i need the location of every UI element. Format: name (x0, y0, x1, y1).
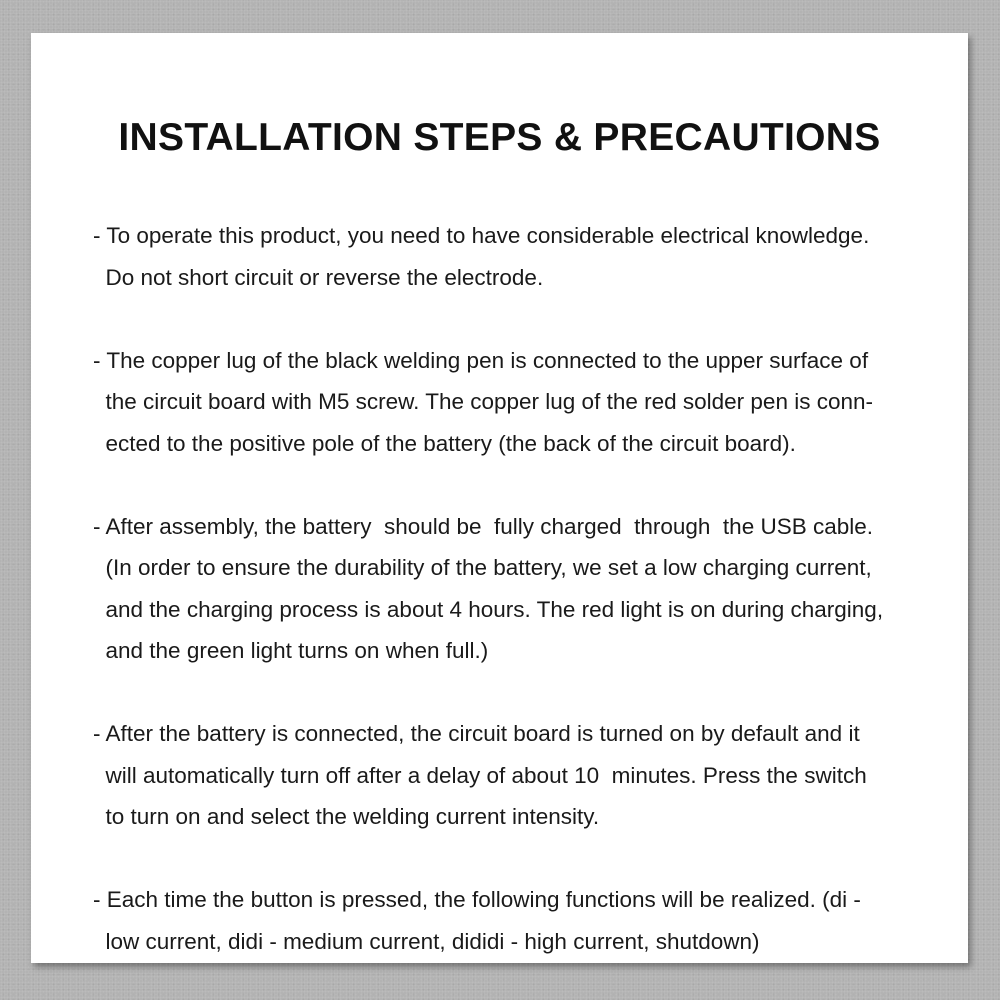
paragraph-line: - After assembly, the battery should be fully charged through the USB cable. (93, 513, 874, 539)
paragraph-line: and the charging process is about 4 hours. The red light is on during charging, (93, 596, 884, 622)
paragraph-line: to turn on and select the welding current intensity. (93, 804, 600, 829)
page-title: INSTALLATION STEPS & PRECAUTIONS (118, 116, 881, 159)
paragraph-spacer (93, 838, 983, 880)
paragraph-line: (In order to ensure the durability of the battery, we set a low charging current, (93, 555, 872, 580)
paragraph-line: - To operate this product, you need to have considerable electrical knowledge. (93, 223, 870, 248)
instructions-body (93, 215, 983, 962)
paragraph-button-functions (93, 879, 983, 962)
paragraph-spacer (93, 298, 983, 340)
paragraph-spacer (93, 672, 983, 714)
paragraph-line: - The copper lug of the black welding pen is connected to the upper surface of (93, 347, 869, 373)
paragraph-electrical-knowledge (93, 215, 983, 298)
paragraph-copper-lug (93, 340, 983, 465)
paragraph-line: low current, didi - medium current, dididi - high current, shutdown) (93, 928, 760, 954)
paragraph-auto-off (93, 713, 983, 838)
paragraph-line: - Each time the button is pressed, the following functions will be realized. (di - (93, 887, 861, 912)
paragraph-charging (93, 506, 983, 672)
paragraph-line: and the green light turns on when full.) (93, 638, 489, 663)
paragraph-line: the circuit board with M5 screw. The copper lug of the red solder pen is conn- (93, 389, 873, 414)
instruction-card (31, 33, 968, 963)
paragraph-line: ected to the positive pole of the battery (the back of the circuit board). (93, 430, 796, 456)
paragraph-line: will automatically turn off after a delay of about 10 minutes. Press the switch (93, 762, 867, 788)
paragraph-spacer (93, 464, 983, 506)
paragraph-line: Do not short circuit or reverse the electrode. (93, 264, 544, 290)
paragraph-line: - After the battery is connected, the circuit board is turned on by default and it (93, 721, 860, 746)
